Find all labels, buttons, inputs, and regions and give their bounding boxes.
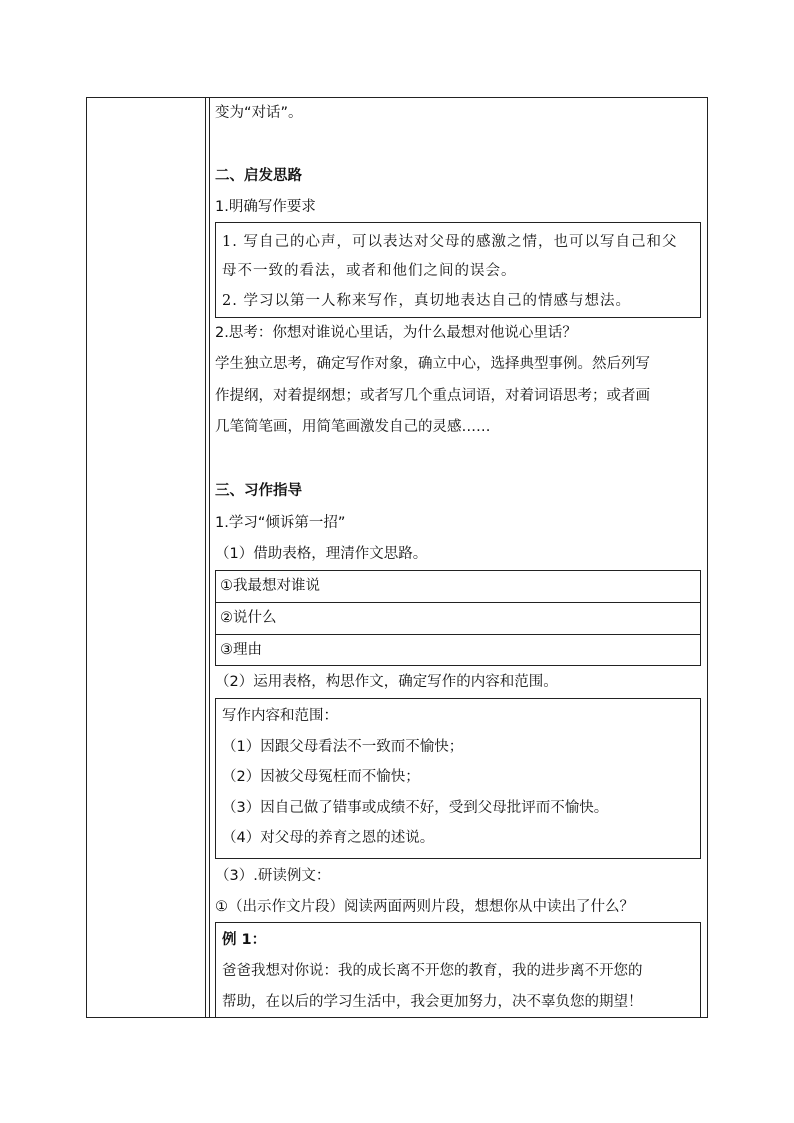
column-divider — [205, 97, 206, 1018]
idea-table-divider — [215, 634, 701, 635]
idea-row-2: ②说什么 — [220, 610, 277, 626]
example-line-2: 帮助，在以后的学习生活中，我会更加努力，决不辜负您的期望！ — [222, 994, 643, 1010]
idea-row-3: ③理由 — [220, 642, 262, 658]
range-title: 写作内容和范围： — [222, 708, 338, 724]
example-line-1: 爸爸我想对你说：我的成长离不开您的教育，我的进步离不开您的 — [222, 963, 643, 979]
section3-item1: 1.学习“倾诉第一招” — [215, 515, 346, 531]
section3-sub2: （2）运用表格，构思作文，确定写作的内容和范围。 — [215, 674, 558, 690]
section3-sub3: （3）.研读例文： — [215, 868, 331, 884]
range-item-2: （2）因被父母冤枉而不愉快； — [222, 769, 420, 785]
section3-sub3a: ①（出示作文片段）阅读两面两则片段，想想你从中读出了什么？ — [215, 899, 634, 915]
requirement-2: 2. 学习以第一人称来写作，真切地表达自己的情感与想法。 — [222, 293, 631, 309]
section2-heading: 二、启发思路 — [215, 168, 302, 184]
section3-heading: 三、习作指导 — [215, 483, 302, 499]
column-divider-inner — [209, 97, 210, 1018]
para-line-2: 作提纲，对着提纲想；或者写几个重点词语，对着词语思考；或者画 — [215, 388, 650, 404]
idea-table-divider — [215, 602, 701, 603]
range-item-4: （4）对父母的养育之恩的述说。 — [222, 830, 435, 846]
intro-line: 变为“对话”。 — [215, 105, 303, 121]
example-title: 例 1： — [222, 932, 267, 948]
section2-item1: 1.明确写作要求 — [215, 199, 316, 215]
requirement-1-cont: 母不一致的看法，或者和他们之间的误会。 — [222, 263, 517, 279]
para-line-3: 几笔简笔画，用简笔画激发自己的灵感…… — [215, 419, 491, 435]
range-item-1: （1）因跟父母看法不一致而不愉快； — [222, 739, 464, 755]
idea-row-1: ①我最想对谁说 — [220, 578, 320, 594]
section2-item2: 2.思考：你想对谁说心里话，为什么最想对他说心里话？ — [215, 325, 577, 341]
range-item-3: （3）因自己做了错事或成绩不好，受到父母批评而不愉快。 — [222, 800, 609, 816]
para-line-1: 学生独立思考，确定写作对象，确立中心，选择典型事例。然后列写 — [215, 356, 650, 372]
requirement-1: 1. 写自己的心声，可以表达对父母的感激之情，也可以写自己和父 — [222, 234, 678, 250]
section3-sub1: （1）借助表格，理清作文思路。 — [215, 546, 428, 562]
